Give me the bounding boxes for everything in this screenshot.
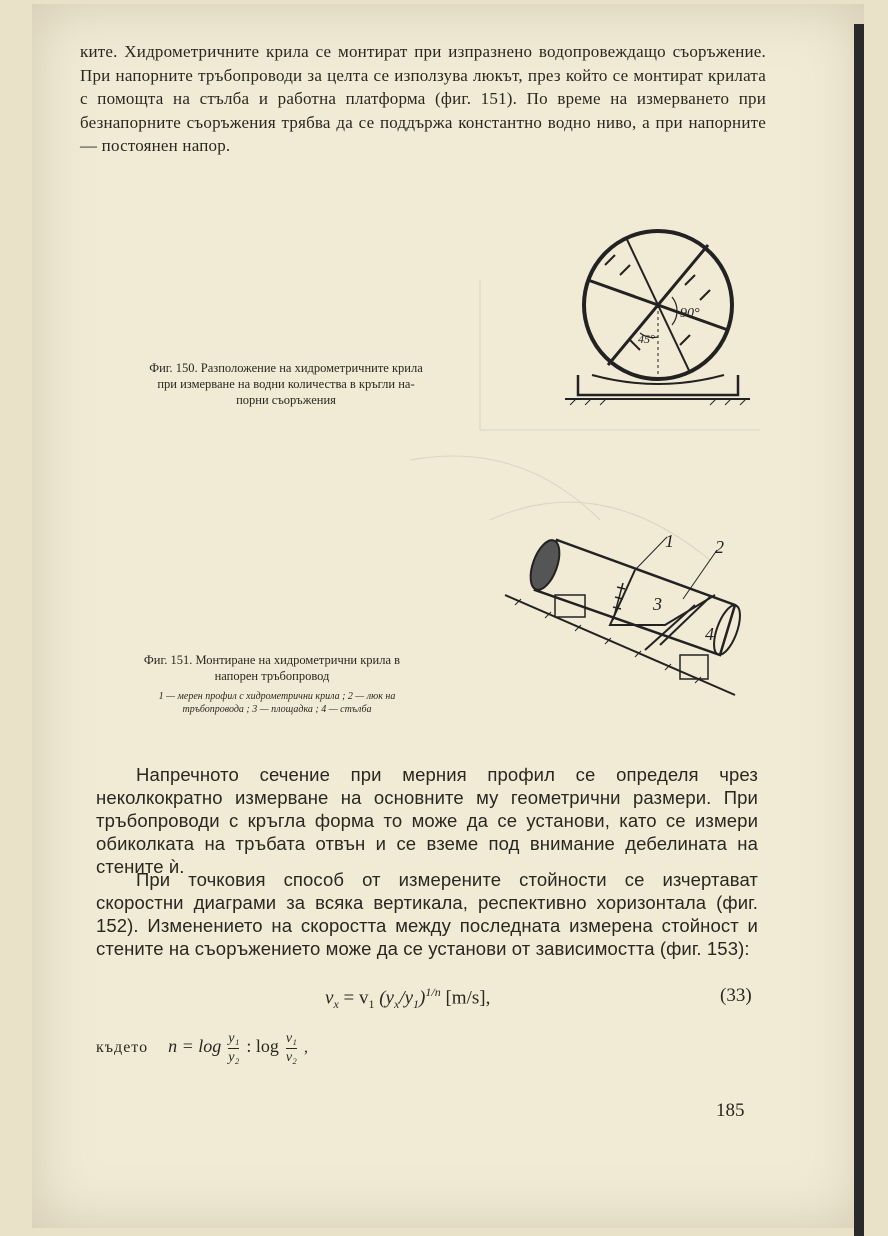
paragraph-point-method: При точковия способ от измерените стойности се изчертават скоростни диаграми за всяка вертикала, респективно хоризонтала (фиг. 152). Изменението на скоростта между последната измерена стойност и стените на съоръжението може да се установи от зависимостта (фиг. 153): — [96, 869, 758, 959]
fig151-label-4: 4 — [705, 624, 714, 644]
formula-body — [325, 985, 490, 1012]
formula-close: ) — [419, 987, 426, 1009]
fig150-caption-line2: при измерване на водни количества в кръгли на- — [157, 377, 415, 391]
where-colon-log: : log — [246, 1036, 279, 1057]
figure-150 — [560, 225, 780, 415]
fig151-legend-line2: тръбопровода ; 3 — площадка ; 4 — стълба — [182, 704, 372, 715]
fraction-v-num: v₁ — [286, 1030, 297, 1049]
fig151-label-3: 3 — [653, 594, 662, 614]
fig151-label-1: 1 — [665, 531, 674, 551]
fig150-caption — [76, 360, 496, 408]
paragraph-cross-section: Напречното сечение при мерния профил се определя чрез неколкократно измерване на основните му геометрични размери. При тръбопроводи с кръгла форма то може да се установи, като се измери обиколката на тръбата отвън и се вземе под внимание дебелината на стените ѝ. — [96, 764, 758, 877]
formula-unit: [m/s], — [445, 987, 491, 1009]
fraction-y — [228, 1030, 239, 1067]
where-comma: , — [303, 1039, 308, 1057]
formula-lhs: v — [325, 987, 334, 1009]
formula-paren: (y — [379, 987, 394, 1009]
where-n-eq: n = log — [168, 1036, 222, 1057]
fig151-caption-line2: напорен тръбопровод — [214, 669, 330, 683]
figure-151 — [505, 525, 755, 715]
where-label: където — [96, 1039, 149, 1057]
formula-lhs-sub: x — [333, 997, 339, 1012]
formula-number: (33) — [720, 985, 752, 1006]
formula-exponent: 1/n — [425, 985, 441, 999]
page-number: 185 — [716, 1100, 745, 1121]
fraction-y-num: y₁ — [228, 1030, 239, 1049]
fig150-caption-line1: Фиг. 150. Разположение на хидрометричните крила — [149, 361, 423, 375]
fraction-v-den: v₂ — [285, 1050, 297, 1065]
fraction-v — [286, 1030, 297, 1067]
where-clause — [96, 1030, 308, 1067]
angle-90-label: 90° — [680, 306, 700, 321]
fig151-legend — [72, 690, 482, 716]
formula-rhs-sub: 1 — [368, 997, 375, 1012]
fig151-legend-line1: 1 — мерен профил с хидрометрични крила ; 2 — люк на — [158, 691, 396, 702]
paragraph-top: ките. Хидрометричните крила се монтират при изпразнено водопровеждащо съоръжение. При напорните тръбопроводи за целта се използува люкът, през който се монтират крилата с помощта на стълба и работна платформа (фиг. 151). По време на измерването при безнапорните съоръжения трябва да се поддържа константно водно ниво, а при напорните — постоянен напор. — [80, 42, 766, 155]
fig151-label-2: 2 — [715, 537, 724, 557]
fig151-caption — [62, 652, 482, 684]
formula-rhs: = v — [343, 987, 369, 1009]
angle-45-label: 45° — [638, 332, 655, 346]
formula-slash-sub: 1 — [413, 997, 420, 1012]
formula-slash: /y — [399, 987, 414, 1009]
fig151-caption-line1: Фиг. 151. Монтиране на хидрометрични крила в — [143, 653, 401, 667]
formula-paren-sub: x — [394, 997, 400, 1012]
fraction-y-den: y₂ — [228, 1050, 240, 1065]
fig150-caption-line3: порни съоръжения — [236, 393, 336, 407]
formula-33 — [0, 985, 888, 1015]
